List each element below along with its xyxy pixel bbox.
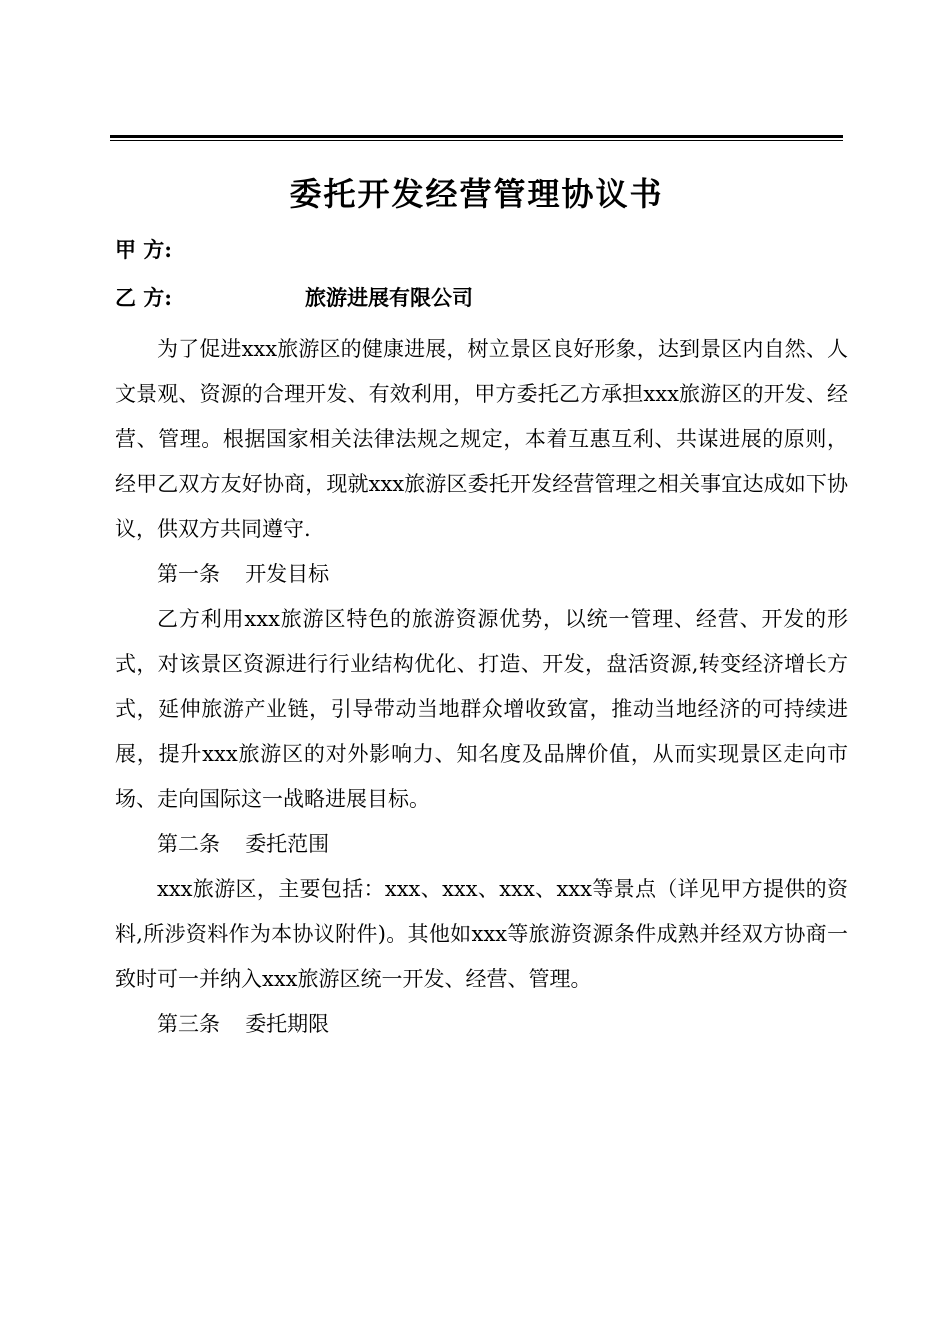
article-1-number: 第一条 [157, 562, 220, 586]
article-3-number: 第三条 [157, 1012, 220, 1036]
party-b-label: 乙 方: [115, 285, 173, 310]
party-b-line [115, 278, 473, 318]
article-2-heading [115, 822, 848, 867]
article-2-title: 委托范围 [245, 832, 330, 856]
preamble-paragraph: 为了促进xxx旅游区的健康进展，树立景区良好形象，达到景区内自然、人文景观、资源的合理开发、有效利用，甲方委托乙方承担xxx旅游区的开发、经营、管理。根据国家相关法律法规之规定，本着互惠互利、共谋进展的原则，经甲乙双方友好协商，现就xxx旅游区委托开发经营管理之相关事宜达成如下协议，供双方共同遵守. [115, 337, 848, 541]
header-rule-thin [110, 140, 843, 141]
article-2-paragraph: xxx旅游区，主要包括：xxx、xxx、xxx、xxx等景点（详见甲方提供的资料,所涉资料作为本协议附件)。其他如xxx等旅游资源条件成熟并经双方协商一致时可一并纳入xxx旅游区统一开发、经营、管理。 [115, 877, 848, 991]
article-1-paragraph: 乙方利用xxx旅游区特色的旅游资源优势，以统一管理、经营、开发的形式，对该景区资源进行行业结构优化、打造、开发，盘活资源,转变经济增长方式，延伸旅游产业链，引导带动当地群众增收致富，推动当地经济的可持续进展，提升xxx旅游区的对外影响力、知名度及品牌价值，从而实现景区走向市场、走向国际这一战略进展目标。 [115, 607, 848, 811]
party-b-name: 旅游进展有限公司 [305, 285, 473, 310]
article-1-heading [115, 552, 848, 597]
article-3-heading [115, 1002, 848, 1047]
article-2-number: 第二条 [157, 832, 220, 856]
party-a-line [115, 230, 172, 270]
document-body [115, 327, 848, 1047]
article-3-title: 委托期限 [245, 1012, 330, 1036]
document-title: 委托开发经营管理协议书 [289, 175, 664, 213]
party-a-label: 甲 方: [115, 237, 173, 262]
header-rule-thick [110, 135, 843, 138]
article-1-title: 开发目标 [245, 562, 330, 586]
